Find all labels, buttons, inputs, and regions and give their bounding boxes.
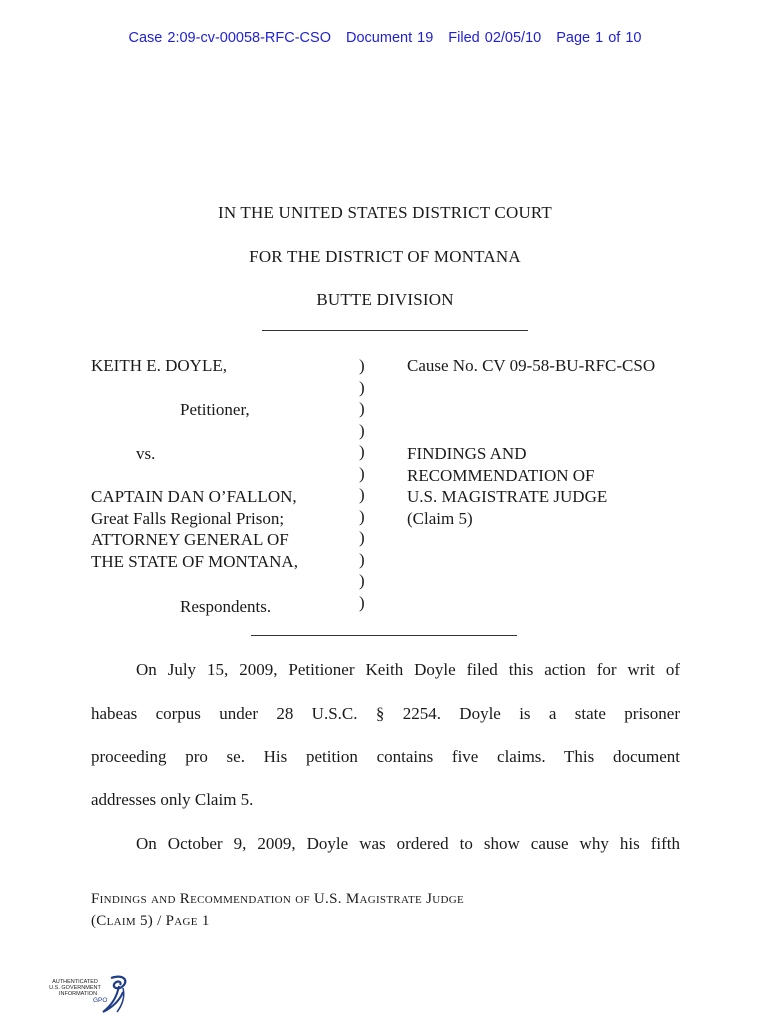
respondent-line: CAPTAIN DAN O’FALLON,: [91, 487, 297, 506]
paragraph-1-line: habeas corpus under 28 U.S.C. § 2254. Doyle is a state prisoner: [91, 704, 680, 723]
cause-number: Cause No. CV 09-58-BU-RFC-CSO: [407, 356, 656, 375]
paren: ): [359, 463, 365, 483]
paren: ): [359, 506, 365, 526]
case-number: Case 2:09-cv-00058-RFC-CSO: [128, 30, 331, 46]
respondent-role: Respondents.: [180, 597, 272, 616]
divider-rule-top: [262, 330, 528, 331]
paren: ): [359, 528, 365, 547]
paragraph-1-line: addresses only Claim 5.: [91, 790, 254, 809]
petitioner-name: KEITH E. DOYLE,: [91, 356, 227, 375]
respondents-block: [91, 486, 298, 572]
footer-page: (Claim 5) / Page 1: [91, 913, 210, 929]
title-line: FINDINGS AND: [407, 444, 527, 463]
gpo-logo-text: U.S. GOVERNMENT: [49, 985, 101, 991]
court-district: FOR THE DISTRICT OF MONTANA: [249, 247, 521, 266]
paren: ): [359, 592, 365, 612]
caption-parenthesis-column: [359, 355, 365, 613]
paren: ): [359, 442, 365, 461]
paren: ): [359, 571, 365, 590]
court-name: IN THE UNITED STATES DISTRICT COURT: [217, 203, 553, 222]
paragraph-1-line: On July 15, 2009, Petitioner Keith Doyle filed this action for writ of: [136, 660, 680, 679]
paren: ): [359, 485, 365, 504]
paren: ): [359, 356, 365, 375]
paren: ): [359, 377, 365, 397]
title-line: RECOMMENDATION OF: [407, 465, 595, 485]
gpo-logo-text: AUTHENTICATED: [52, 979, 98, 985]
filed-date: Filed 02/05/10: [448, 30, 542, 46]
paragraph-1-line: proceeding pro se. His petition contains five claims. This document: [91, 747, 680, 766]
document-title: [407, 443, 607, 529]
court-division: BUTTE DIVISION: [316, 290, 454, 309]
paren: ): [359, 549, 365, 569]
paren: ): [359, 399, 365, 418]
gpo-authenticated-logo: [45, 972, 135, 1016]
versus-label: vs.: [136, 444, 156, 463]
page-footer: [91, 888, 464, 932]
paren: ): [359, 420, 365, 440]
gpo-logo-text: INFORMATION: [58, 991, 98, 997]
title-line: U.S. MAGISTRATE JUDGE: [407, 487, 608, 506]
gpo-logo-mark: GPO: [93, 997, 108, 1004]
ecf-header-stamp: [0, 30, 770, 46]
petitioner-role: Petitioner,: [180, 400, 250, 419]
page-count: Page 1 of 10: [556, 30, 642, 46]
respondent-line: ATTORNEY GENERAL OF: [91, 530, 289, 549]
respondent-line: THE STATE OF MONTANA,: [91, 551, 298, 571]
divider-rule-bottom: [251, 635, 517, 636]
respondent-line: Great Falls Regional Prison;: [91, 508, 285, 528]
title-line: (Claim 5): [407, 508, 473, 528]
paragraph-2-line: On October 9, 2009, Doyle was ordered to show cause why his fifth: [136, 834, 680, 853]
document-number: Document 19: [346, 30, 434, 46]
footer-title: Findings and Recommendation of U.S. Magistrate Judge: [91, 891, 465, 907]
